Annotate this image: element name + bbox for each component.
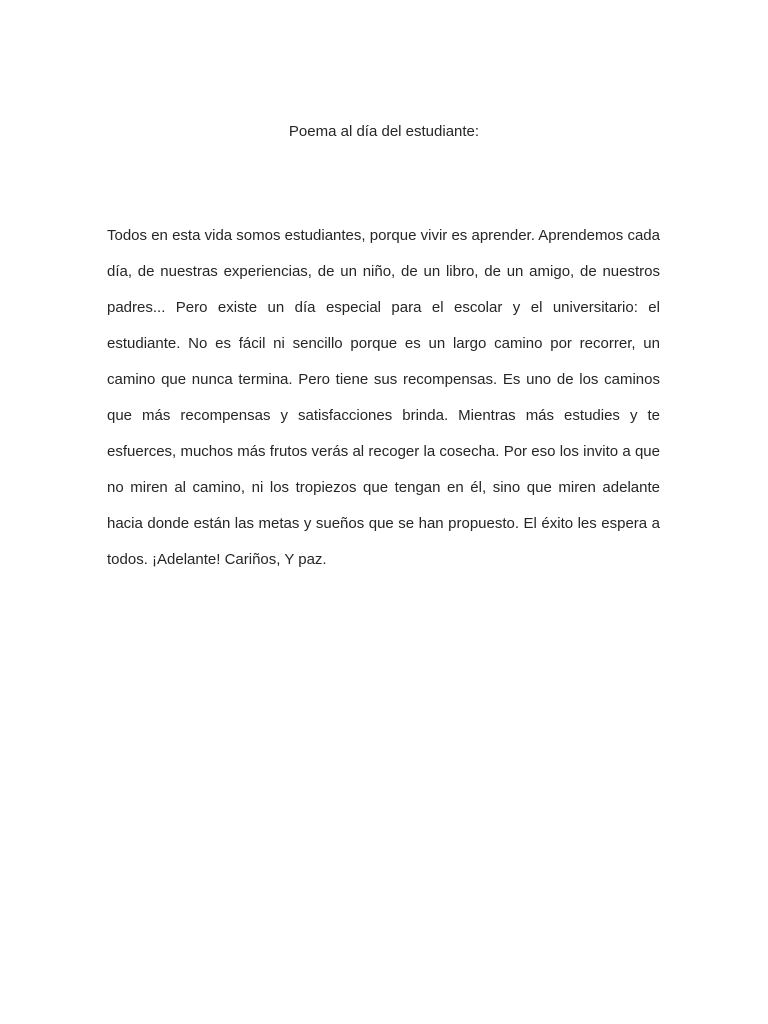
document-title: Poema al día del estudiante: xyxy=(288,123,480,140)
poem-paragraph: Todos en esta vida somos estudiantes, porque vivir es aprender. Aprendemos cada día, de nuestras experiencias, de un niño, de un libro, de un amigo, de nuestros padres... Pero existe un día especial para el escolar y el universitario: el estudiante. No es fácil ni sencillo porque es un largo camino por recorrer, un camino que nunca termina. Pero tiene sus recompensas. Es uno de los caminos que más recompensas y satisfacciones brinda. Mientras más estudies y te esfuerces, muchos más frutos verás al recoger la cosecha. Por eso los invito a que no miren al camino, ni los tropiezos que tengan en él, sino que miren adelante hacia donde están las metas y sueños que se han propuesto. El éxito les espera a todos. ¡Adelante! Cariños, Y paz. xyxy=(107,227,660,568)
